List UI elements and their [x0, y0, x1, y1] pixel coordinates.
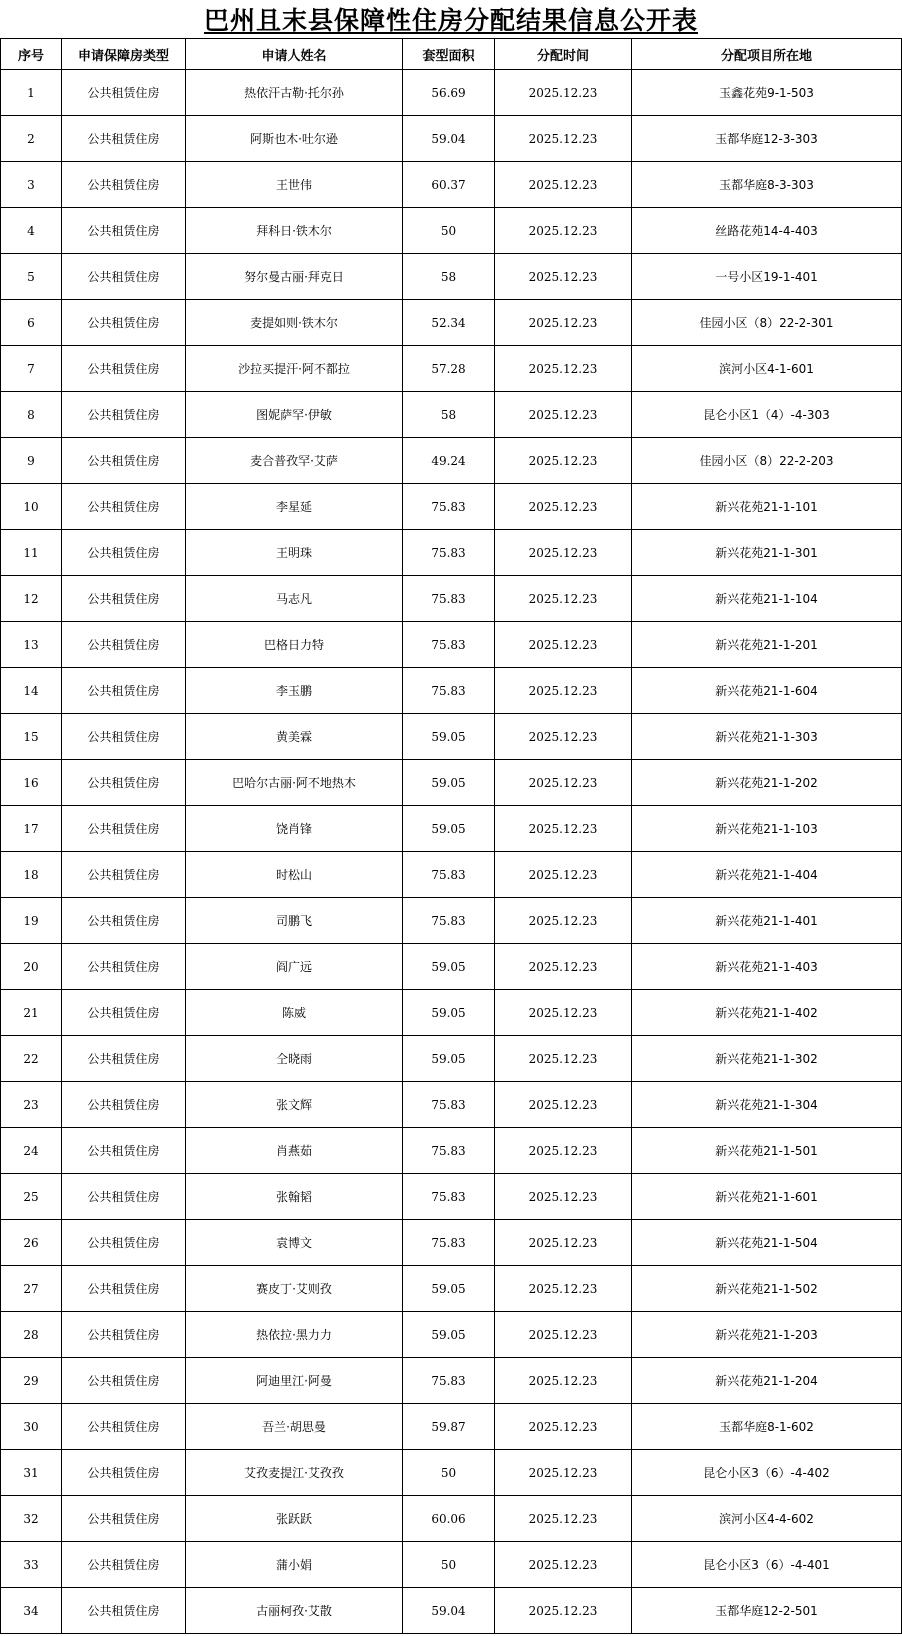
table-row [1, 1036, 902, 1082]
cell-project-location: 新兴花苑21-1-303 [632, 714, 902, 760]
cell-unit-area: 57.28 [403, 346, 495, 392]
cell-housing-type: 公共租赁住房 [62, 1450, 186, 1496]
table-row [1, 806, 902, 852]
cell-allocation-date: 2025.12.23 [495, 1220, 632, 1266]
cell-project-location: 昆仑小区3（6）-4-402 [632, 1450, 902, 1496]
cell-unit-area: 59.04 [403, 1588, 495, 1634]
cell-housing-type: 公共租赁住房 [62, 1036, 186, 1082]
cell-project-location: 佳园小区（8）22-2-301 [632, 300, 902, 346]
cell-housing-type: 公共租赁住房 [62, 162, 186, 208]
cell-project-location: 新兴花苑21-1-103 [632, 806, 902, 852]
cell-seq: 28 [1, 1312, 62, 1358]
cell-unit-area: 59.05 [403, 990, 495, 1036]
cell-housing-type: 公共租赁住房 [62, 990, 186, 1036]
table-row [1, 1542, 902, 1588]
cell-applicant-name: 沙拉买提汗·阿不都拉 [186, 346, 403, 392]
cell-unit-area: 75.83 [403, 576, 495, 622]
cell-applicant-name: 吾兰·胡思曼 [186, 1404, 403, 1450]
cell-project-location: 玉都华庭12-2-501 [632, 1588, 902, 1634]
table-row [1, 1496, 902, 1542]
cell-allocation-date: 2025.12.23 [495, 898, 632, 944]
cell-unit-area: 52.34 [403, 300, 495, 346]
cell-project-location: 新兴花苑21-1-302 [632, 1036, 902, 1082]
cell-seq: 6 [1, 300, 62, 346]
cell-unit-area: 59.04 [403, 116, 495, 162]
cell-unit-area: 75.83 [403, 484, 495, 530]
cell-unit-area: 75.83 [403, 852, 495, 898]
cell-allocation-date: 2025.12.23 [495, 162, 632, 208]
cell-applicant-name: 拜科日·铁木尔 [186, 208, 403, 254]
table-row [1, 576, 902, 622]
cell-allocation-date: 2025.12.23 [495, 760, 632, 806]
cell-applicant-name: 蒲小娟 [186, 1542, 403, 1588]
table-row [1, 1266, 902, 1312]
cell-housing-type: 公共租赁住房 [62, 760, 186, 806]
cell-allocation-date: 2025.12.23 [495, 438, 632, 484]
cell-seq: 13 [1, 622, 62, 668]
cell-allocation-date: 2025.12.23 [495, 1082, 632, 1128]
cell-applicant-name: 饶肖锋 [186, 806, 403, 852]
cell-allocation-date: 2025.12.23 [495, 1036, 632, 1082]
cell-applicant-name: 古丽柯孜·艾散 [186, 1588, 403, 1634]
cell-project-location: 新兴花苑21-1-404 [632, 852, 902, 898]
cell-applicant-name: 王明珠 [186, 530, 403, 576]
cell-unit-area: 50 [403, 208, 495, 254]
cell-unit-area: 58 [403, 392, 495, 438]
cell-applicant-name: 赛皮丁·艾则孜 [186, 1266, 403, 1312]
page-title-text: 巴州且末县保障性住房分配结果信息公开表 [203, 6, 698, 35]
cell-project-location: 新兴花苑21-1-403 [632, 944, 902, 990]
cell-unit-area: 75.83 [403, 1174, 495, 1220]
cell-applicant-name: 阿迪里江·阿曼 [186, 1358, 403, 1404]
cell-applicant-name: 巴格日力特 [186, 622, 403, 668]
cell-allocation-date: 2025.12.23 [495, 990, 632, 1036]
cell-applicant-name: 热依汗古勒·托尔孙 [186, 70, 403, 116]
cell-project-location: 玉鑫花苑9-1-503 [632, 70, 902, 116]
cell-seq: 12 [1, 576, 62, 622]
cell-project-location: 新兴花苑21-1-604 [632, 668, 902, 714]
table-header-row [1, 39, 902, 70]
cell-unit-area: 59.05 [403, 760, 495, 806]
cell-housing-type: 公共租赁住房 [62, 714, 186, 760]
cell-unit-area: 56.69 [403, 70, 495, 116]
cell-allocation-date: 2025.12.23 [495, 1266, 632, 1312]
cell-unit-area: 49.24 [403, 438, 495, 484]
cell-allocation-date: 2025.12.23 [495, 668, 632, 714]
cell-allocation-date: 2025.12.23 [495, 300, 632, 346]
cell-allocation-date: 2025.12.23 [495, 1358, 632, 1404]
cell-housing-type: 公共租赁住房 [62, 254, 186, 300]
cell-housing-type: 公共租赁住房 [62, 1588, 186, 1634]
cell-applicant-name: 巴哈尔古丽·阿不地热木 [186, 760, 403, 806]
cell-allocation-date: 2025.12.23 [495, 208, 632, 254]
cell-allocation-date: 2025.12.23 [495, 714, 632, 760]
cell-project-location: 新兴花苑21-1-301 [632, 530, 902, 576]
table-row [1, 622, 902, 668]
cell-allocation-date: 2025.12.23 [495, 346, 632, 392]
cell-housing-type: 公共租赁住房 [62, 1358, 186, 1404]
cell-unit-area: 59.05 [403, 1312, 495, 1358]
cell-housing-type: 公共租赁住房 [62, 392, 186, 438]
cell-allocation-date: 2025.12.23 [495, 622, 632, 668]
cell-allocation-date: 2025.12.23 [495, 944, 632, 990]
cell-allocation-date: 2025.12.23 [495, 1588, 632, 1634]
cell-housing-type: 公共租赁住房 [62, 438, 186, 484]
cell-seq: 27 [1, 1266, 62, 1312]
cell-allocation-date: 2025.12.23 [495, 1450, 632, 1496]
cell-project-location: 昆仑小区1（4）-4-303 [632, 392, 902, 438]
cell-seq: 7 [1, 346, 62, 392]
cell-applicant-name: 张文辉 [186, 1082, 403, 1128]
cell-unit-area: 75.83 [403, 622, 495, 668]
cell-applicant-name: 司鹏飞 [186, 898, 403, 944]
cell-unit-area: 75.83 [403, 1128, 495, 1174]
cell-allocation-date: 2025.12.23 [495, 116, 632, 162]
cell-applicant-name: 王世伟 [186, 162, 403, 208]
cell-project-location: 玉都华庭8-1-602 [632, 1404, 902, 1450]
header-seq: 序号 [1, 39, 62, 70]
cell-project-location: 一号小区19-1-401 [632, 254, 902, 300]
cell-applicant-name: 马志凡 [186, 576, 403, 622]
table-row [1, 70, 902, 116]
cell-seq: 33 [1, 1542, 62, 1588]
cell-allocation-date: 2025.12.23 [495, 1404, 632, 1450]
cell-applicant-name: 时松山 [186, 852, 403, 898]
cell-housing-type: 公共租赁住房 [62, 1404, 186, 1450]
cell-unit-area: 59.05 [403, 1266, 495, 1312]
cell-project-location: 新兴花苑21-1-501 [632, 1128, 902, 1174]
cell-project-location: 玉都华庭12-3-303 [632, 116, 902, 162]
table-row [1, 1358, 902, 1404]
cell-housing-type: 公共租赁住房 [62, 208, 186, 254]
cell-unit-area: 75.83 [403, 1358, 495, 1404]
cell-applicant-name: 李玉鹏 [186, 668, 403, 714]
table-row [1, 392, 902, 438]
cell-applicant-name: 张翰韬 [186, 1174, 403, 1220]
cell-unit-area: 50 [403, 1450, 495, 1496]
cell-housing-type: 公共租赁住房 [62, 346, 186, 392]
header-allocation-date: 分配时间 [495, 39, 632, 70]
table-row [1, 1450, 902, 1496]
cell-project-location: 新兴花苑21-1-204 [632, 1358, 902, 1404]
cell-seq: 25 [1, 1174, 62, 1220]
cell-project-location: 新兴花苑21-1-203 [632, 1312, 902, 1358]
cell-unit-area: 60.37 [403, 162, 495, 208]
cell-housing-type: 公共租赁住房 [62, 116, 186, 162]
cell-applicant-name: 黄美霖 [186, 714, 403, 760]
cell-seq: 17 [1, 806, 62, 852]
cell-seq: 8 [1, 392, 62, 438]
cell-allocation-date: 2025.12.23 [495, 1496, 632, 1542]
cell-housing-type: 公共租赁住房 [62, 70, 186, 116]
cell-unit-area: 59.87 [403, 1404, 495, 1450]
cell-applicant-name: 努尔曼古丽·拜克日 [186, 254, 403, 300]
table-row [1, 346, 902, 392]
cell-seq: 29 [1, 1358, 62, 1404]
cell-unit-area: 75.83 [403, 1082, 495, 1128]
cell-allocation-date: 2025.12.23 [495, 1128, 632, 1174]
table-row [1, 1082, 902, 1128]
cell-seq: 16 [1, 760, 62, 806]
cell-seq: 26 [1, 1220, 62, 1266]
cell-seq: 5 [1, 254, 62, 300]
cell-seq: 19 [1, 898, 62, 944]
cell-housing-type: 公共租赁住房 [62, 622, 186, 668]
cell-unit-area: 60.06 [403, 1496, 495, 1542]
cell-seq: 24 [1, 1128, 62, 1174]
cell-seq: 15 [1, 714, 62, 760]
cell-seq: 18 [1, 852, 62, 898]
cell-project-location: 新兴花苑21-1-201 [632, 622, 902, 668]
table-row [1, 1312, 902, 1358]
cell-housing-type: 公共租赁住房 [62, 668, 186, 714]
cell-unit-area: 59.05 [403, 806, 495, 852]
cell-seq: 32 [1, 1496, 62, 1542]
cell-applicant-name: 张跃跃 [186, 1496, 403, 1542]
cell-seq: 31 [1, 1450, 62, 1496]
cell-allocation-date: 2025.12.23 [495, 576, 632, 622]
cell-seq: 11 [1, 530, 62, 576]
cell-project-location: 新兴花苑21-1-304 [632, 1082, 902, 1128]
cell-project-location: 滨河小区4-4-602 [632, 1496, 902, 1542]
table-row [1, 760, 902, 806]
cell-housing-type: 公共租赁住房 [62, 1220, 186, 1266]
cell-applicant-name: 陈威 [186, 990, 403, 1036]
cell-housing-type: 公共租赁住房 [62, 1082, 186, 1128]
cell-project-location: 新兴花苑21-1-101 [632, 484, 902, 530]
page-title [0, 0, 902, 38]
cell-seq: 2 [1, 116, 62, 162]
cell-seq: 34 [1, 1588, 62, 1634]
cell-project-location: 新兴花苑21-1-504 [632, 1220, 902, 1266]
cell-allocation-date: 2025.12.23 [495, 530, 632, 576]
cell-seq: 1 [1, 70, 62, 116]
cell-project-location: 新兴花苑21-1-402 [632, 990, 902, 1036]
cell-seq: 9 [1, 438, 62, 484]
cell-applicant-name: 阎广远 [186, 944, 403, 990]
cell-applicant-name: 李星延 [186, 484, 403, 530]
table-row [1, 898, 902, 944]
cell-allocation-date: 2025.12.23 [495, 1542, 632, 1588]
cell-applicant-name: 热依拉·黑力力 [186, 1312, 403, 1358]
cell-allocation-date: 2025.12.23 [495, 1174, 632, 1220]
cell-unit-area: 75.83 [403, 530, 495, 576]
cell-applicant-name: 艾孜麦提江·艾孜孜 [186, 1450, 403, 1496]
cell-seq: 23 [1, 1082, 62, 1128]
cell-project-location: 新兴花苑21-1-502 [632, 1266, 902, 1312]
cell-seq: 4 [1, 208, 62, 254]
cell-housing-type: 公共租赁住房 [62, 1496, 186, 1542]
cell-housing-type: 公共租赁住房 [62, 530, 186, 576]
cell-housing-type: 公共租赁住房 [62, 1312, 186, 1358]
cell-project-location: 玉都华庭8-3-303 [632, 162, 902, 208]
cell-allocation-date: 2025.12.23 [495, 70, 632, 116]
cell-housing-type: 公共租赁住房 [62, 576, 186, 622]
table-row [1, 116, 902, 162]
cell-unit-area: 59.05 [403, 1036, 495, 1082]
cell-allocation-date: 2025.12.23 [495, 392, 632, 438]
table-row [1, 852, 902, 898]
table-row [1, 944, 902, 990]
cell-applicant-name: 肖燕茹 [186, 1128, 403, 1174]
cell-housing-type: 公共租赁住房 [62, 898, 186, 944]
cell-applicant-name: 袁博文 [186, 1220, 403, 1266]
cell-allocation-date: 2025.12.23 [495, 806, 632, 852]
table-row [1, 438, 902, 484]
cell-applicant-name: 仝晓雨 [186, 1036, 403, 1082]
cell-seq: 21 [1, 990, 62, 1036]
cell-project-location: 佳园小区（8）22-2-203 [632, 438, 902, 484]
cell-project-location: 新兴花苑21-1-401 [632, 898, 902, 944]
cell-seq: 10 [1, 484, 62, 530]
cell-housing-type: 公共租赁住房 [62, 1128, 186, 1174]
table-row [1, 1220, 902, 1266]
header-project-location: 分配项目所在地 [632, 39, 902, 70]
cell-unit-area: 75.83 [403, 1220, 495, 1266]
cell-unit-area: 58 [403, 254, 495, 300]
cell-seq: 20 [1, 944, 62, 990]
table-row [1, 484, 902, 530]
cell-allocation-date: 2025.12.23 [495, 852, 632, 898]
cell-seq: 30 [1, 1404, 62, 1450]
cell-housing-type: 公共租赁住房 [62, 300, 186, 346]
cell-housing-type: 公共租赁住房 [62, 852, 186, 898]
cell-applicant-name: 麦合普孜罕·艾萨 [186, 438, 403, 484]
table-body [1, 70, 902, 1634]
table-row [1, 1174, 902, 1220]
allocation-table [0, 38, 902, 1634]
cell-seq: 14 [1, 668, 62, 714]
cell-unit-area: 50 [403, 1542, 495, 1588]
cell-housing-type: 公共租赁住房 [62, 1542, 186, 1588]
cell-housing-type: 公共租赁住房 [62, 806, 186, 852]
cell-unit-area: 59.05 [403, 944, 495, 990]
header-housing-type: 申请保障房类型 [62, 39, 186, 70]
table-row [1, 714, 902, 760]
cell-allocation-date: 2025.12.23 [495, 484, 632, 530]
header-unit-area: 套型面积 [403, 39, 495, 70]
cell-unit-area: 75.83 [403, 898, 495, 944]
cell-allocation-date: 2025.12.23 [495, 254, 632, 300]
table-row [1, 668, 902, 714]
cell-housing-type: 公共租赁住房 [62, 1174, 186, 1220]
table-row [1, 1404, 902, 1450]
cell-project-location: 丝路花苑14-4-403 [632, 208, 902, 254]
cell-applicant-name: 阿斯也木·吐尔逊 [186, 116, 403, 162]
cell-project-location: 昆仑小区3（6）-4-401 [632, 1542, 902, 1588]
table-row [1, 990, 902, 1036]
cell-housing-type: 公共租赁住房 [62, 484, 186, 530]
cell-unit-area: 59.05 [403, 714, 495, 760]
cell-applicant-name: 图妮萨罕·伊敏 [186, 392, 403, 438]
table-row [1, 1588, 902, 1634]
table-row [1, 1128, 902, 1174]
cell-project-location: 新兴花苑21-1-601 [632, 1174, 902, 1220]
cell-seq: 22 [1, 1036, 62, 1082]
table-row [1, 300, 902, 346]
cell-housing-type: 公共租赁住房 [62, 944, 186, 990]
cell-project-location: 新兴花苑21-1-202 [632, 760, 902, 806]
cell-project-location: 新兴花苑21-1-104 [632, 576, 902, 622]
cell-project-location: 滨河小区4-1-601 [632, 346, 902, 392]
cell-allocation-date: 2025.12.23 [495, 1312, 632, 1358]
table-row [1, 254, 902, 300]
cell-housing-type: 公共租赁住房 [62, 1266, 186, 1312]
header-applicant-name: 申请人姓名 [186, 39, 403, 70]
cell-unit-area: 75.83 [403, 668, 495, 714]
table-row [1, 208, 902, 254]
table-row [1, 162, 902, 208]
cell-seq: 3 [1, 162, 62, 208]
table-row [1, 530, 902, 576]
cell-applicant-name: 麦提如则·铁木尔 [186, 300, 403, 346]
